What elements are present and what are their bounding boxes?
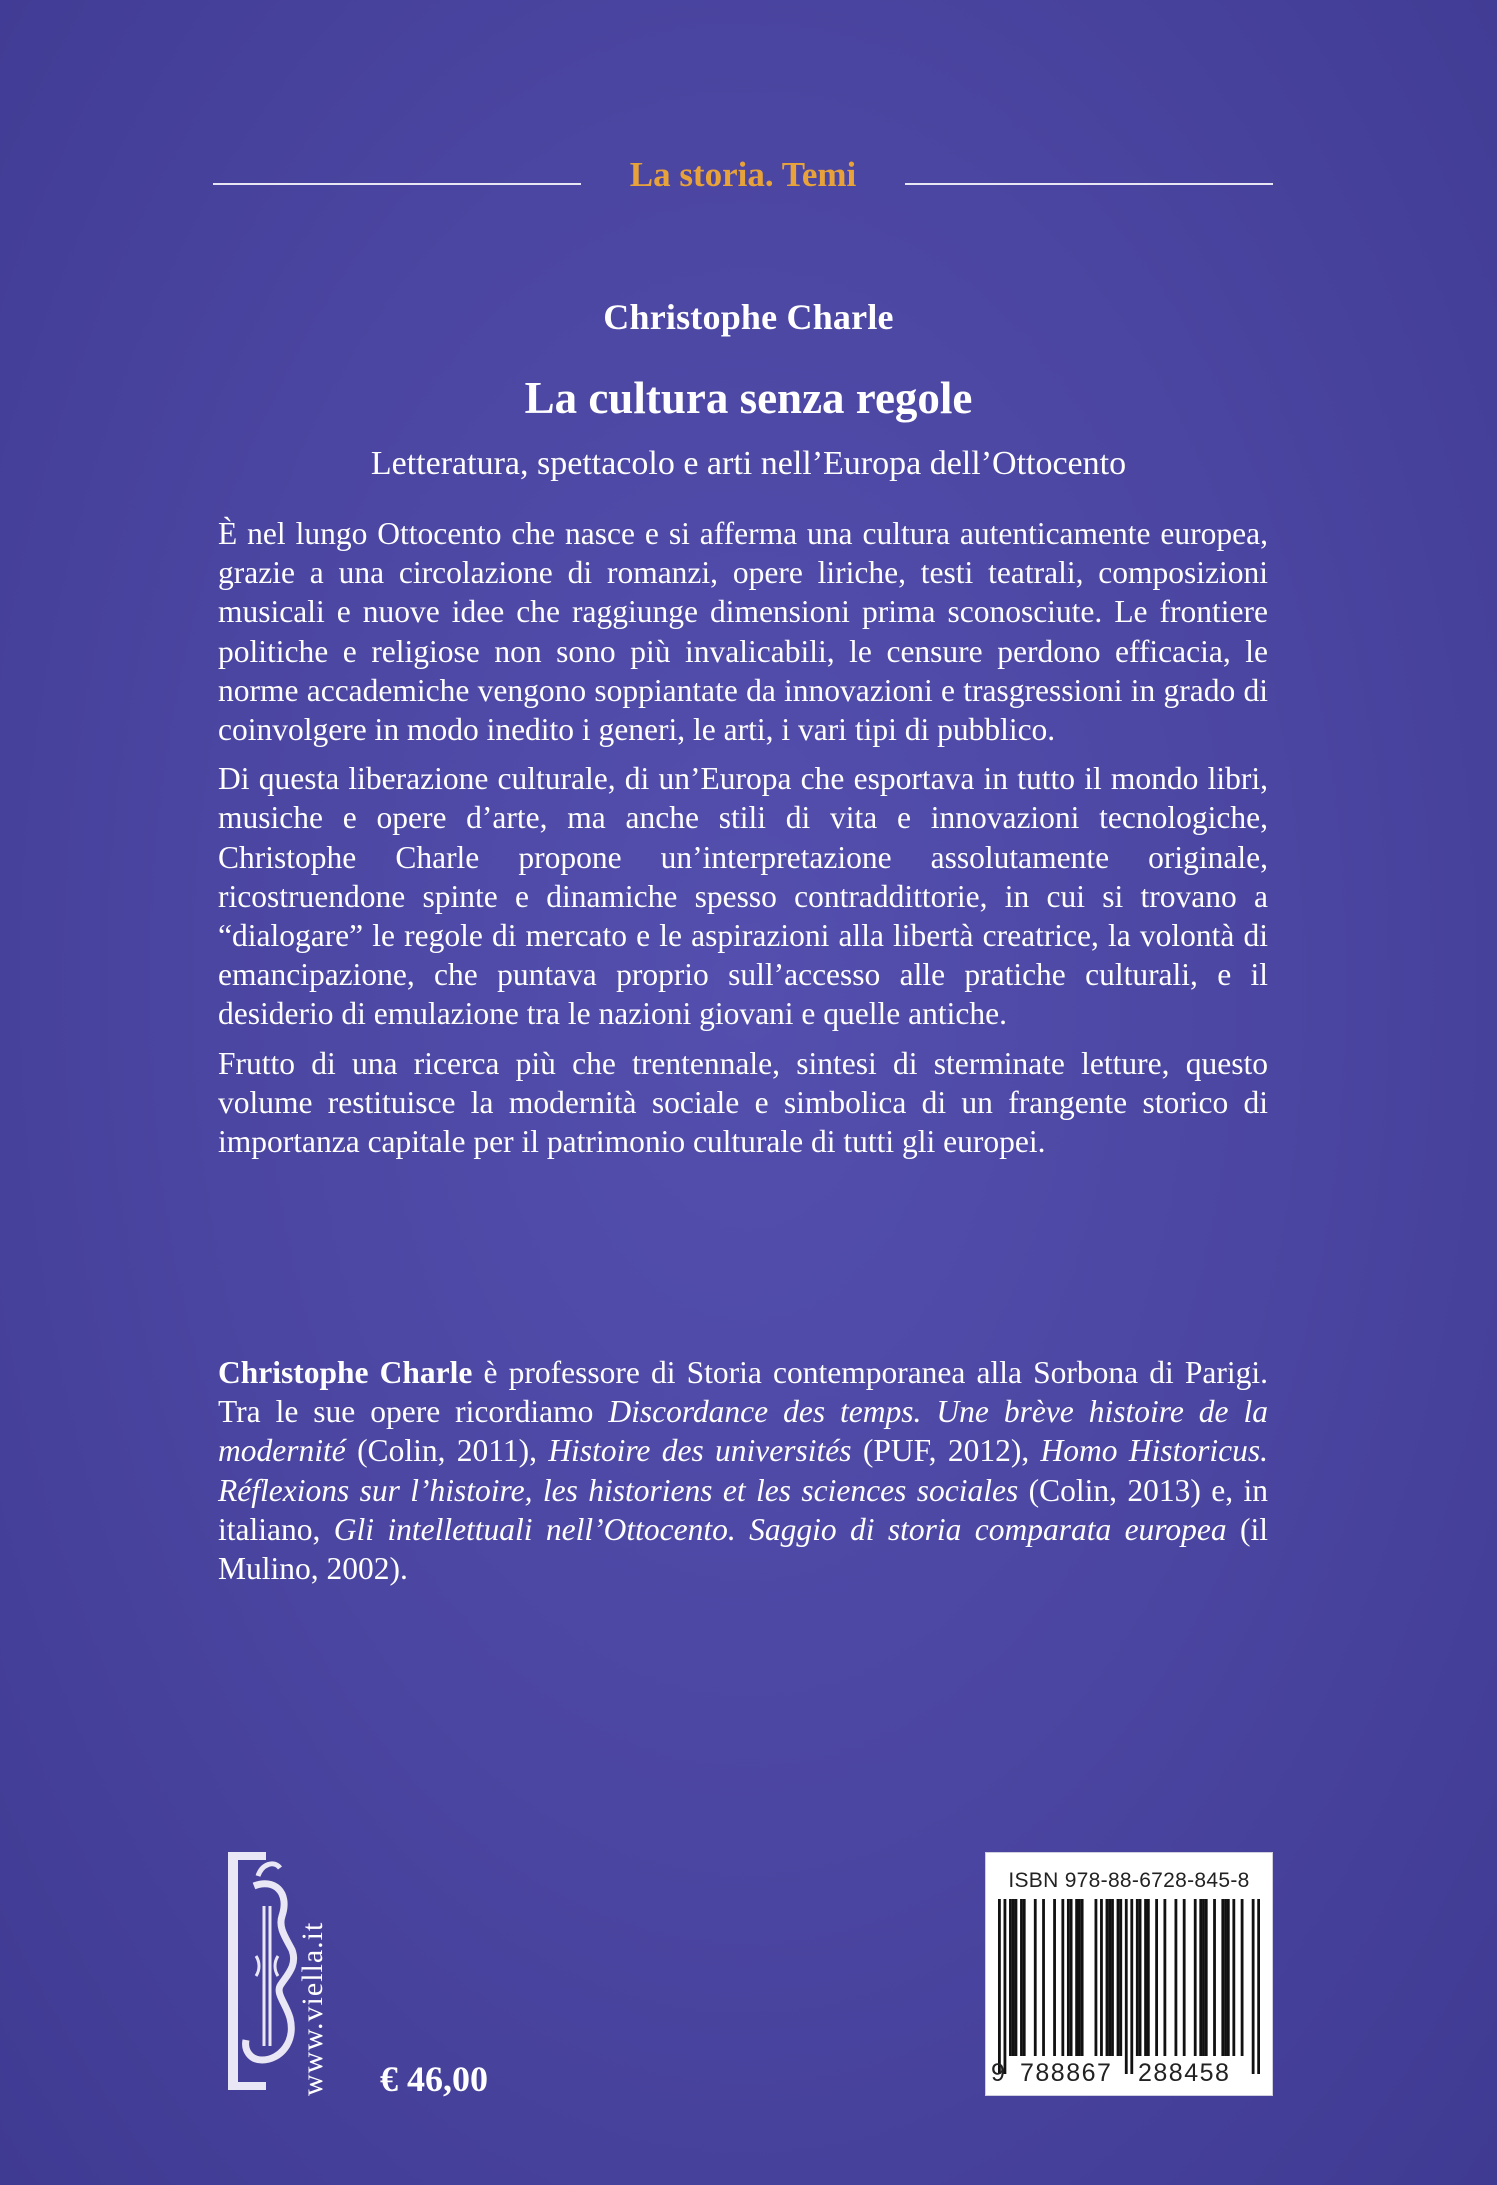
publisher-url: www.viella.it [296, 1921, 329, 2096]
ean-left-digits: 788867 [1020, 2059, 1113, 2087]
price: € 46,00 [380, 2059, 488, 2099]
barcode-bar [1009, 1899, 1012, 2056]
series-title: La storia. Temi [629, 155, 857, 194]
barcode-bar [1155, 1899, 1158, 2056]
series-rule-left [213, 183, 581, 185]
book-subtitle: Letteratura, spettacolo e arti nell’Europa dell’Ottocento [370, 445, 1127, 482]
isbn-barcode [985, 1852, 1273, 2096]
barcode-bar [1067, 1899, 1070, 2056]
barcode-bar [1147, 1899, 1150, 2056]
barcode-bar [1081, 1899, 1084, 2056]
barcode-bar [1075, 1899, 1078, 2056]
barcode-bar [1078, 1899, 1081, 2056]
barcode-bar [1224, 1899, 1227, 2056]
bio-text: è professore di Storia contemporanea alla Sorbona di Parigi. Tra le sue opere ricordiamo [218, 1355, 1268, 1430]
barcode-bar [1125, 1899, 1128, 2074]
barcode-bar [1252, 1899, 1255, 2074]
barcode-bar [1136, 1899, 1139, 2056]
author-bio-text [218, 1353, 1268, 1588]
barcode-bar [1163, 1899, 1166, 2056]
barcode-bar [1144, 1899, 1147, 2056]
isbn-label: ISBN 978-88-6728-845-8 [1008, 1869, 1250, 1892]
barcode-bar [1139, 1899, 1142, 2056]
barcode-bar [1111, 1899, 1114, 2056]
bio-text: (il Mulino, 2002). [218, 1511, 1268, 1587]
barcode-bar [1108, 1899, 1111, 2056]
bio-work-title: Homo Historicus. Réflexions sur l’histoire, les historiens et les sciences sociales [218, 1433, 1268, 1508]
barcode-bar [1241, 1899, 1244, 2056]
barcode-bar [1175, 1899, 1178, 2056]
barcode-bar [1061, 1899, 1064, 2056]
barcode-bar [1205, 1899, 1208, 2056]
bio-work-title: Gli intellettuali nell’Ottocento. Saggio di storia comparata europea [333, 1511, 1227, 1547]
barcode-bar [1100, 1899, 1103, 2056]
barcode-bar [1004, 1899, 1007, 2074]
barcode-bar [1020, 1899, 1023, 2056]
book-title: La cultura senza regole [524, 373, 973, 423]
barcode-bar [1119, 1899, 1122, 2056]
barcode-bars [998, 1899, 1260, 2074]
blurb-paragraph: Di questa liberazione culturale, di un’Europa che esportava in tutto il mondo libri, musiche e opere d’arte, ma anche stili di vita e innovazioni tecnologiche, Christophe Charle propone un’interpretazione assolutamente originale, ricostruendone spinte e dinamiche spesso contraddittorie, in cui si trovano a “dialogare” le regole di mercato e le aspirazioni alla libertà creatrice, la volontà di emancipazione, che puntava proprio sull’accesso alle pratiche culturali, e il desiderio di emulazione tra le nazioni giovani e quelle antiche. [218, 761, 1268, 1032]
bio-text: (Colin, 2011), [345, 1433, 549, 1469]
blurb [218, 514, 1268, 1171]
author-name: Christophe Charle [603, 297, 894, 337]
barcode-bar [1232, 1899, 1235, 2056]
barcode-bar [1202, 1899, 1205, 2056]
barcode-bar [1130, 1899, 1133, 2074]
barcode-bar [1053, 1899, 1056, 2056]
barcode-bar [1257, 1899, 1260, 2074]
barcode-bar [1015, 1899, 1018, 2056]
barcode-bar [1199, 1899, 1202, 2056]
barcode-bar [1117, 1899, 1120, 2056]
ean-right-digits: 288458 [1138, 2059, 1231, 2087]
barcode-bar [1012, 1899, 1015, 2056]
barcode-bar [1221, 1899, 1224, 2056]
bio-text: (PUF, 2012), [851, 1433, 1041, 1469]
series-header [213, 150, 1273, 200]
barcode-bar [1070, 1899, 1073, 2056]
bio-text: (Colin, 2013) e, in italiano, [218, 1472, 1268, 1547]
barcode-bar [1106, 1899, 1109, 2056]
barcode-bar [1183, 1899, 1186, 2056]
bio-author-name: Christophe Charle [218, 1355, 473, 1390]
ean-first-digit: 9 [991, 2059, 1005, 2087]
author-bio [218, 1353, 1268, 1588]
bio-work-title: Histoire des universités [548, 1433, 852, 1469]
bio-work-title: Discordance des temps. Une brève histoire de la modernité [218, 1394, 1268, 1469]
barcode-bar [1042, 1899, 1045, 2056]
barcode-bar [1095, 1899, 1098, 2056]
barcode-bar [1194, 1899, 1197, 2056]
barcode-bar [1034, 1899, 1037, 2056]
barcode-bar [1227, 1899, 1230, 2056]
barcode-bar [1023, 1899, 1026, 2056]
barcode-bar [998, 1899, 1001, 2074]
series-rule-right [905, 183, 1273, 185]
barcode-bar [1213, 1899, 1216, 2056]
blurb-paragraph: È nel lungo Ottocento che nasce e si afferma una cultura autenticamente europea, grazie a una circolazione di romanzi, opere liriche, testi teatrali, composizioni musicali e nuove idee che raggiunge dimensioni prima sconosciute. Le frontiere politiche e religiose non sono più invalicabili, le censure perdono efficacia, le norme accademiche vengono soppiantate da innovazioni e trasgressioni in grado di coinvolgere in modo inedito i generi, le arti, i vari tipi di pubblico. [218, 516, 1268, 748]
blurb-paragraph: Frutto di una ricerca più che trentennale, sintesi di sterminate letture, questo volume restituisce la modernità sociale e simbolica di un frangente storico di importanza capitale per il patrimonio culturale di tutti gli europei. [218, 1045, 1268, 1160]
